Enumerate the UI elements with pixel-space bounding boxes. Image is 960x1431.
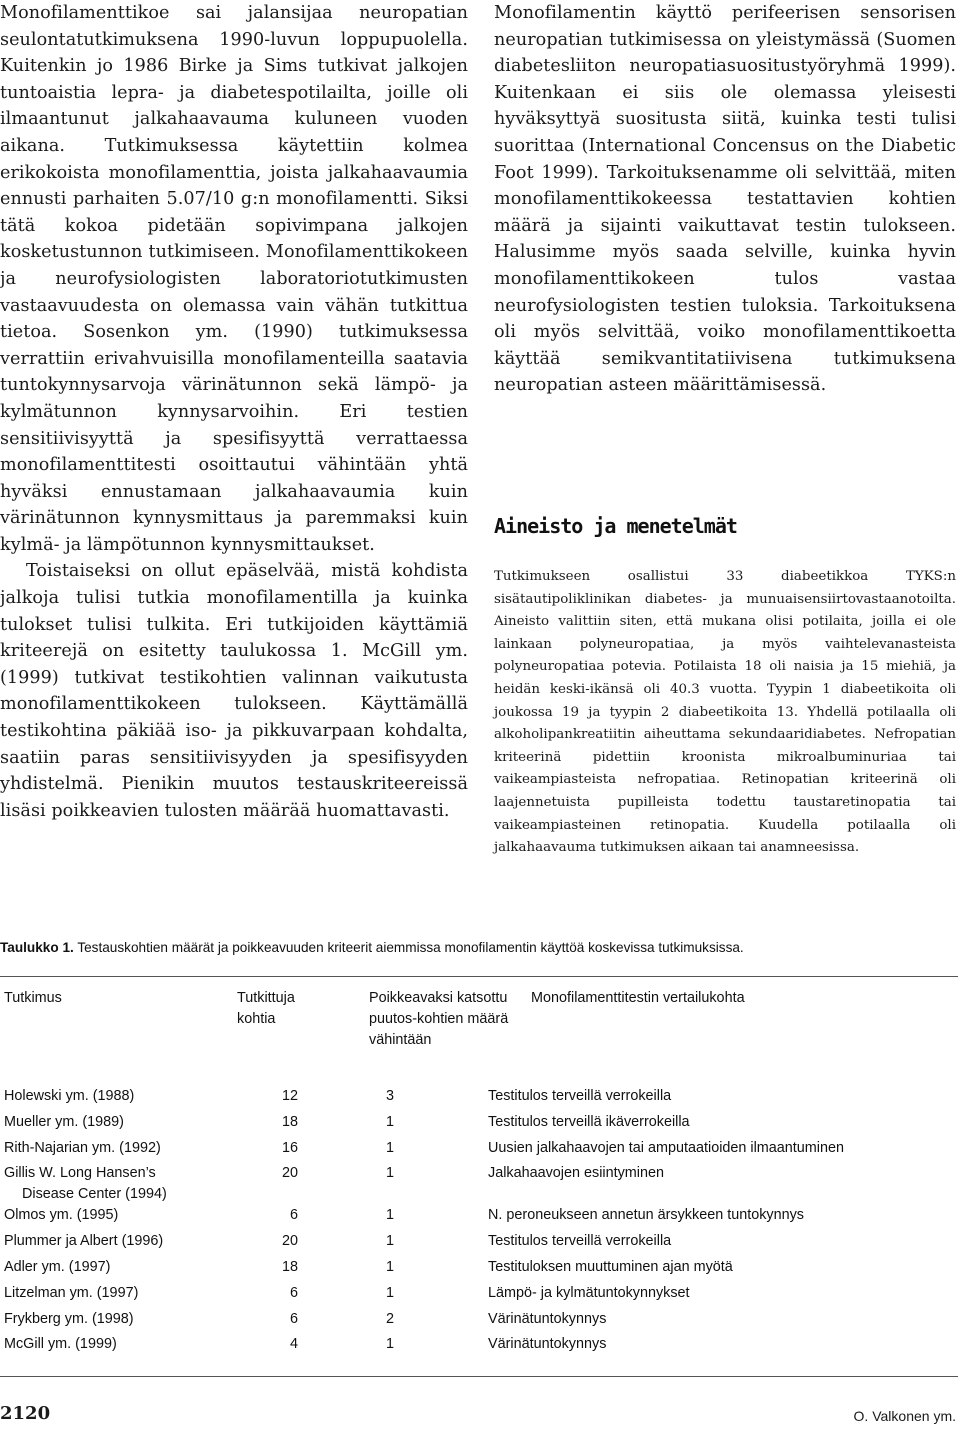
table-row bbox=[0, 1231, 918, 1257]
cell-comparison bbox=[488, 1112, 918, 1138]
cell-study-text: Adler ym. (1997) bbox=[4, 1258, 111, 1275]
header-sites: Tutkittuja kohtia bbox=[237, 990, 295, 1027]
cell-sites-text: 6 bbox=[289, 1207, 298, 1224]
cell-abnormal bbox=[344, 1283, 488, 1309]
cell-sites-text: 18 bbox=[281, 1258, 298, 1275]
cell-study-text: Frykberg ym. (1998) bbox=[4, 1310, 134, 1327]
cell-comparison-text: Testituloksen muuttuminen ajan myötä bbox=[488, 1258, 733, 1275]
cell-abnormal-text: 1 bbox=[385, 1207, 394, 1224]
cell-sites bbox=[240, 1309, 344, 1335]
cell-comparison bbox=[488, 1283, 918, 1309]
table-row bbox=[0, 1138, 918, 1164]
cell-sites-text: 20 bbox=[281, 1165, 298, 1182]
cell-comparison bbox=[488, 1309, 918, 1335]
cell-study-text: Rith-Najarian ym. (1992) bbox=[4, 1139, 161, 1156]
cell-abnormal-text: 1 bbox=[385, 1233, 394, 1250]
cell-abnormal bbox=[344, 1112, 488, 1138]
cell-study-text: Olmos ym. (1995) bbox=[4, 1207, 119, 1224]
cell-abnormal bbox=[344, 1334, 488, 1360]
cell-comparison-text: Uusien jalkahaavojen tai amputaatioiden ilmaantuminen bbox=[488, 1139, 844, 1156]
cell-sites-text: 4 bbox=[289, 1336, 298, 1353]
cell-comparison-text: Testitulos terveillä verrokeilla bbox=[488, 1088, 672, 1104]
table-1 bbox=[0, 940, 958, 1353]
page-number: 2120 bbox=[0, 1403, 51, 1424]
cell-comparison bbox=[488, 1205, 918, 1231]
cell-abnormal bbox=[344, 1086, 488, 1112]
cell-comparison-text: Lämpö- ja kylmätuntokynnykset bbox=[488, 1284, 690, 1301]
cell-study bbox=[0, 1309, 240, 1335]
cell-study bbox=[0, 1205, 240, 1231]
cell-study-text: Mueller ym. (1989) bbox=[4, 1113, 124, 1130]
cell-abnormal bbox=[344, 1309, 488, 1335]
cell-study-text: Holewski ym. (1988) bbox=[4, 1088, 135, 1104]
cell-sites-text: 6 bbox=[289, 1310, 298, 1327]
cell-comparison bbox=[488, 1231, 918, 1257]
cell-study-text: Gillis W. Long Hansen’s bbox=[4, 1165, 156, 1182]
table-caption-label: Taulukko 1. bbox=[0, 940, 74, 955]
cell-study-text: Plummer ja Albert (1996) bbox=[4, 1233, 164, 1250]
cell-abnormal-text: 1 bbox=[385, 1336, 394, 1353]
table-body bbox=[0, 1086, 918, 1360]
cell-sites bbox=[240, 1257, 344, 1283]
table-bottom-rule bbox=[0, 1376, 958, 1377]
cell-abnormal-text: 3 bbox=[385, 1088, 394, 1104]
cell-sites bbox=[240, 1138, 344, 1164]
cell-comparison-text: Testitulos terveillä verrokeilla bbox=[488, 1233, 672, 1250]
cell-abnormal bbox=[344, 1257, 488, 1283]
intro-paragraph: Monofilamentin käyttö perifeerisen sensorisen neuropatian tutkimisessa on yleistymässä (Suomen diabetesliiton neuropatiasuositustyöryhmä 1999). Kuitenkaan ei siis ole olemassa yleisesti hyväksyttyä suositusta siitä, kuinka testi tulisi suorittaa (International Concensus on the Diabetic Foot 1999). Tarkoituksenamme oli selvittää, miten monofilamenttikokeessa testattavien kohtien määrä ja sijainti vaikuttavat testin tulokseen. Halusimme myös saada selville, kuinka hyvin monofilamenttikokeen tulos vastaa neurofysiologisten testien tuloksia. Tarkoituksena oli myös selvittää, voiko monofilamenttikoetta käyttää semikvantitatiivisena tutkimuksena neuropatian asteen määrittämisessä. bbox=[494, 3, 956, 396]
cell-sites bbox=[240, 1163, 344, 1205]
cell-sites bbox=[240, 1205, 344, 1231]
cell-comparison-text: N. peroneukseen annetun ärsykkeen tuntokynnys bbox=[488, 1207, 804, 1224]
header-study: Tutkimus bbox=[4, 990, 62, 1006]
cell-comparison-text: Värinätuntokynnys bbox=[488, 1310, 607, 1327]
table-caption-text: Testauskohtien määrät ja poikkeavuuden kriteerit aiemmissa monofilamentin käyttöä koskevissa tutkimuksissa. bbox=[77, 940, 744, 955]
table-row bbox=[0, 1205, 918, 1231]
cell-study bbox=[0, 1334, 240, 1360]
table-row bbox=[0, 1163, 918, 1205]
cell-comparison bbox=[488, 1138, 918, 1164]
table-row bbox=[0, 1334, 918, 1360]
cell-abnormal bbox=[344, 1163, 488, 1205]
table-row bbox=[0, 1112, 918, 1138]
cell-abnormal-text: 1 bbox=[385, 1284, 394, 1301]
section-heading: Aineisto ja menetelmät bbox=[494, 514, 737, 538]
cell-abnormal-text: 1 bbox=[385, 1165, 394, 1182]
header-abnormal: Poikkeavaksi katsottu puutos-kohtien määrä vähintään bbox=[369, 990, 509, 1048]
running-author: O. Valkonen ym. bbox=[853, 1408, 956, 1424]
cell-abnormal-text: 1 bbox=[385, 1258, 394, 1275]
right-column bbox=[494, 0, 956, 399]
cell-sites-text: 20 bbox=[281, 1233, 298, 1250]
cell-comparison-text: Jalkahaavojen esiintyminen bbox=[488, 1165, 664, 1182]
cell-sites bbox=[240, 1334, 344, 1360]
cell-sites bbox=[240, 1283, 344, 1309]
cell-sites-text: 6 bbox=[289, 1284, 298, 1301]
cell-abnormal-text: 1 bbox=[385, 1139, 394, 1156]
cell-comparison bbox=[488, 1163, 918, 1205]
cell-study bbox=[0, 1112, 240, 1138]
cell-study bbox=[0, 1283, 240, 1309]
table-row bbox=[0, 1086, 918, 1112]
cell-comparison bbox=[488, 1086, 918, 1112]
table-caption bbox=[0, 940, 958, 955]
cell-sites bbox=[240, 1086, 344, 1112]
body-paragraph: Toistaiseksi on ollut epäselvää, mistä kohdista jalkoja tulisi tutkia monofilamentilla ja kuinka tulokset tulisi tulkita. Eri tutkijoiden käyttämiä kriteerejä on esitetty taulukossa 1. McGill ym. (1999) tutkivat testikohtien valinnan vaikutusta monofilamenttikokeen tulokseen. Käyttämällä testikohtina päkiää iso- ja pikkuvarpaan kohdalta, saatiin paras sensitiivisyyden ja spesifisyyden yhdistelmä. Pienikin muutos testauskriteereissä lisäsi poikkeavien tulosten määrää huomattavasti. bbox=[0, 561, 468, 821]
cell-sites-text: 12 bbox=[281, 1088, 298, 1104]
table-row bbox=[0, 1309, 918, 1335]
cell-sites-text: 16 bbox=[281, 1139, 298, 1156]
left-column bbox=[0, 0, 468, 824]
cell-abnormal-text: 2 bbox=[385, 1310, 394, 1327]
cell-comparison bbox=[488, 1257, 918, 1283]
table-row bbox=[0, 1257, 918, 1283]
cell-study bbox=[0, 1138, 240, 1164]
cell-study-text: Litzelman ym. (1997) bbox=[4, 1284, 139, 1301]
cell-sites bbox=[240, 1231, 344, 1257]
cell-abnormal-text: 1 bbox=[385, 1113, 394, 1130]
table-top-rule bbox=[0, 976, 958, 977]
cell-comparison bbox=[488, 1334, 918, 1360]
header-comparison: Monofilamenttitestin vertailukohta bbox=[531, 990, 745, 1006]
cell-sites-text: 18 bbox=[281, 1113, 298, 1130]
table-row bbox=[0, 1283, 918, 1309]
cell-comparison-text: Testitulos terveillä ikäverrokeilla bbox=[488, 1113, 690, 1130]
cell-abnormal bbox=[344, 1205, 488, 1231]
cell-sites bbox=[240, 1112, 344, 1138]
methods-paragraph: Tutkimukseen osallistui 33 diabeetikkoa TYKS:n sisätautipoliklinikan diabetes- ja munuaisensiirtovastaanotoilta. Aineisto valittiin siten, että mukana olisi potilaita, joilla ei ole lainkaan polyneuropatiaa, ja myös vaihtelevanasteista polyneuropatiaa potevia. Potilaista 18 oli naisia ja 15 miehiä, ja heidän keski-ikänsä oli 40.3 vuotta. Tyypin 1 diabeetikoita oli joukossa 19 ja tyypin 2 diabeetikoita 13. Yhdellä potilaalla oli alkoholipankreatiitin aiheuttama sekundaaridiabetes. Nefropatian kriteerinä pidettiin kroonista mikroalbuminuriaa tai vaikeampiasteista nefropatiaa. Retinopatian kriteerinä oli laajennetuista pupilleista todettu taustaretinopatia tai vaikeampiasteinen retinopatia. Kuudella potilaalla oli jalkahaavauma tutkimuksen aikaan tai anamneesissa. bbox=[494, 569, 956, 856]
cell-study bbox=[0, 1163, 240, 1205]
cell-study-text: McGill ym. (1999) bbox=[4, 1336, 117, 1353]
cell-abnormal bbox=[344, 1231, 488, 1257]
cell-study bbox=[0, 1231, 240, 1257]
cell-abnormal bbox=[344, 1138, 488, 1164]
cell-study bbox=[0, 1257, 240, 1283]
body-paragraph: Monofilamenttikoe sai jalansijaa neuropatian seulontatutkimuksena 1990-luvun loppupuolella. Kuitenkin jo 1986 Birke ja Sims tutkivat jalkojen tuntoaistia lepra- ja diabetespotilailta, joille oli ilmaantunut jalkahaavauma kuluneen vuoden aikana. Tutkimuksessa käytettiin kolmea erikokoista monofilamenttia, joista jalkahaavaumia ennusti parhaiten 5.07/10 g:n monofilamentti. Siksi tätä kokoa pidetään sopivimpana jalkojen kosketustunnon tutkimiseen. Monofilamenttikokeen ja neurofysiologisten laboratoriotutkimusten vastaavuudesta on olemassa vain vähän tutkittua tietoa. Sosenkon ym. (1990) tutkimuksessa verrattiin erivahvuisilla monofilamenteilla saatavia tuntokynnysarvoja värinätunnon sekä lämpö- ja kylmätunnon kynnysarvoihin. Eri testien sensitiivisyyttä ja spesifisyyttä verrattaessa monofilamenttitesti osoittautui vähintään yhtä hyväksi ennustamaan jalkahaavaumia kuin värinätunnon kynnysmittaus ja paremmaksi kuin kylmä- ja lämpötunnon kynnysmittaukset. bbox=[0, 3, 468, 555]
cell-comparison-text: Värinätuntokynnys bbox=[488, 1336, 607, 1353]
cell-study-continued: Disease Center (1994) bbox=[22, 1186, 167, 1203]
cell-study bbox=[0, 1086, 240, 1112]
